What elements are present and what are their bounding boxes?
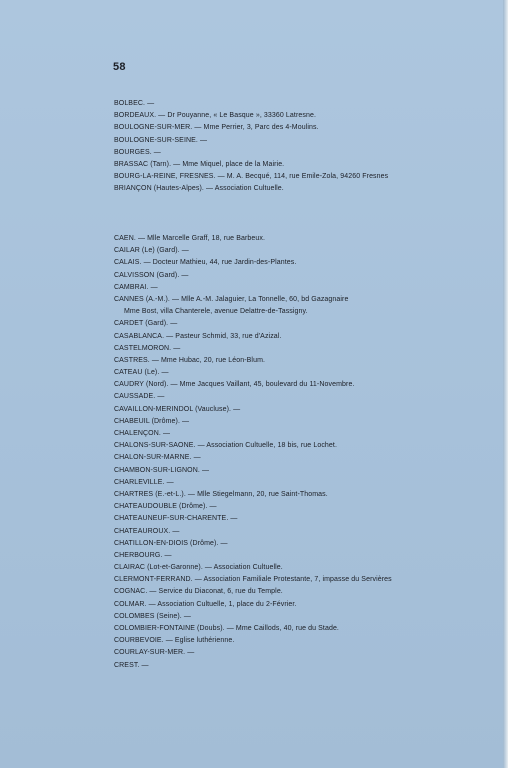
directory-entry: CLERMONT-FERRAND. — Association Familiale Protestante, 7, impasse du Servières xyxy=(114,576,392,584)
directory-entry: COGNAC. — Service du Diaconat, 6, rue du Temple. xyxy=(114,588,283,596)
page-number: 58 xyxy=(113,61,126,73)
directory-entry: COLOMBES (Seine). — xyxy=(114,612,191,620)
directory-entry: CARDET (Gard). — xyxy=(114,320,178,328)
directory-entry: CHALENÇON. — xyxy=(114,430,171,437)
directory-entry: CLAIRAC (Lot-et-Garonne). — Association Cultuelle. xyxy=(114,564,283,572)
directory-entry: CAILAR (Le) (Gard). — xyxy=(114,247,189,255)
directory-entry: BOULOGNE-SUR-MER. — Mme Perrier, 3, Parc des 4-Moulins. xyxy=(114,124,319,132)
directory-entry: CHATEAUNEUF-SUR-CHARENTE. — xyxy=(114,515,238,523)
directory-entry: CAMBRAI. — xyxy=(114,283,158,291)
directory-entry: CALAIS. — Docteur Mathieu, 44, rue Jardin-des-Plantes. xyxy=(114,259,297,267)
directory-entry-continuation: Mme Bost, villa Chanterele, avenue Delattre-de-Tassigny. xyxy=(124,308,308,316)
directory-entry: CATEAU (Le). — xyxy=(114,369,169,377)
directory-entry: COLMAR. — Association Cultuelle, 1, place du 2-Février. xyxy=(114,600,297,608)
section-b-entries xyxy=(114,98,504,196)
directory-entry: CREST. — xyxy=(114,661,149,669)
directory-entry: CAUDRY (Nord). — Mme Jacques Vaillant, 45, boulevard du 11-Novembre. xyxy=(114,381,355,389)
directory-entry: BOLBEC. — xyxy=(114,100,155,107)
directory-entry: BRASSAC (Tarn). — Mme Miquel, place de la Mairie. xyxy=(114,160,285,168)
directory-entry: COURBEVOIE. — Eglise luthérienne. xyxy=(114,637,235,645)
directory-entry: CASABLANCA. — Pasteur Schmid, 33, rue d'Azizal. xyxy=(114,332,282,340)
directory-entry: COURLAY-SUR-MER. — xyxy=(114,649,195,657)
directory-entry: CHALON-SUR-MARNE. — xyxy=(114,454,201,462)
directory-entry: CHATILLON-EN-DIOIS (Drôme). — xyxy=(114,539,228,547)
directory-entry: CHATEAUDOUBLE (Drôme). — xyxy=(114,503,217,511)
directory-entry: CASTELMORON. — xyxy=(114,344,181,352)
directory-entry: CAUSSADE. — xyxy=(114,393,165,401)
directory-entry: CASTRES. — Mme Hubac, 20, rue Léon-Blum. xyxy=(114,356,266,364)
directory-entry: CHERBOURG. — xyxy=(114,551,172,559)
directory-entry: BOURG-LA-REINE, FRESNES. — M. A. Becqué, 114, rue Emile-Zola, 94260 Fresnes xyxy=(114,173,389,181)
directory-entry: CHAMBON-SUR-LIGNON. — xyxy=(114,466,210,474)
directory-entry: CHARTRES (E.-et-L.). — Mlle Stiegelmann, 20, rue Saint-Thomas. xyxy=(114,490,328,498)
directory-entry: CANNES (A.-M.). — Mlle A.-M. Jalaguier, La Tonnelle, 60, bd Gazagnaire xyxy=(114,295,349,303)
directory-entry: COLOMBIER-FONTAINE (Doubs). — Mme Caillods, 40, rue du Stade. xyxy=(114,625,339,632)
directory-entry: BOURGES. — xyxy=(114,148,161,156)
section-c-entries xyxy=(114,233,504,672)
directory-entry: BORDEAUX. — Dr Pouyanne, « Le Basque », 33360 Latresne. xyxy=(114,112,317,120)
directory-entry: CAVAILLON-MERINDOL (Vaucluse). — xyxy=(114,405,241,413)
directory-entry: CHARLEVILLE. — xyxy=(114,478,174,486)
directory-entry: CHATEAUROUX. — xyxy=(114,527,180,535)
directory-entry: CHALONS-SUR-SAONE. — Association Cultuelle, 18 bis, rue Lochet. xyxy=(114,442,337,450)
directory-entry: BOULOGNE-SUR-SEINE. — xyxy=(114,136,208,144)
directory-entry: BRIANÇON (Hautes-Alpes). — Association Cultuelle. xyxy=(114,185,284,193)
directory-entry: CALVISSON (Gard). — xyxy=(114,271,189,279)
directory-entry: CAEN. — Mlle Marcelle Graff, 18, rue Barbeux. xyxy=(114,235,266,242)
directory-entry: CHABEUIL (Drôme). — xyxy=(114,417,190,425)
